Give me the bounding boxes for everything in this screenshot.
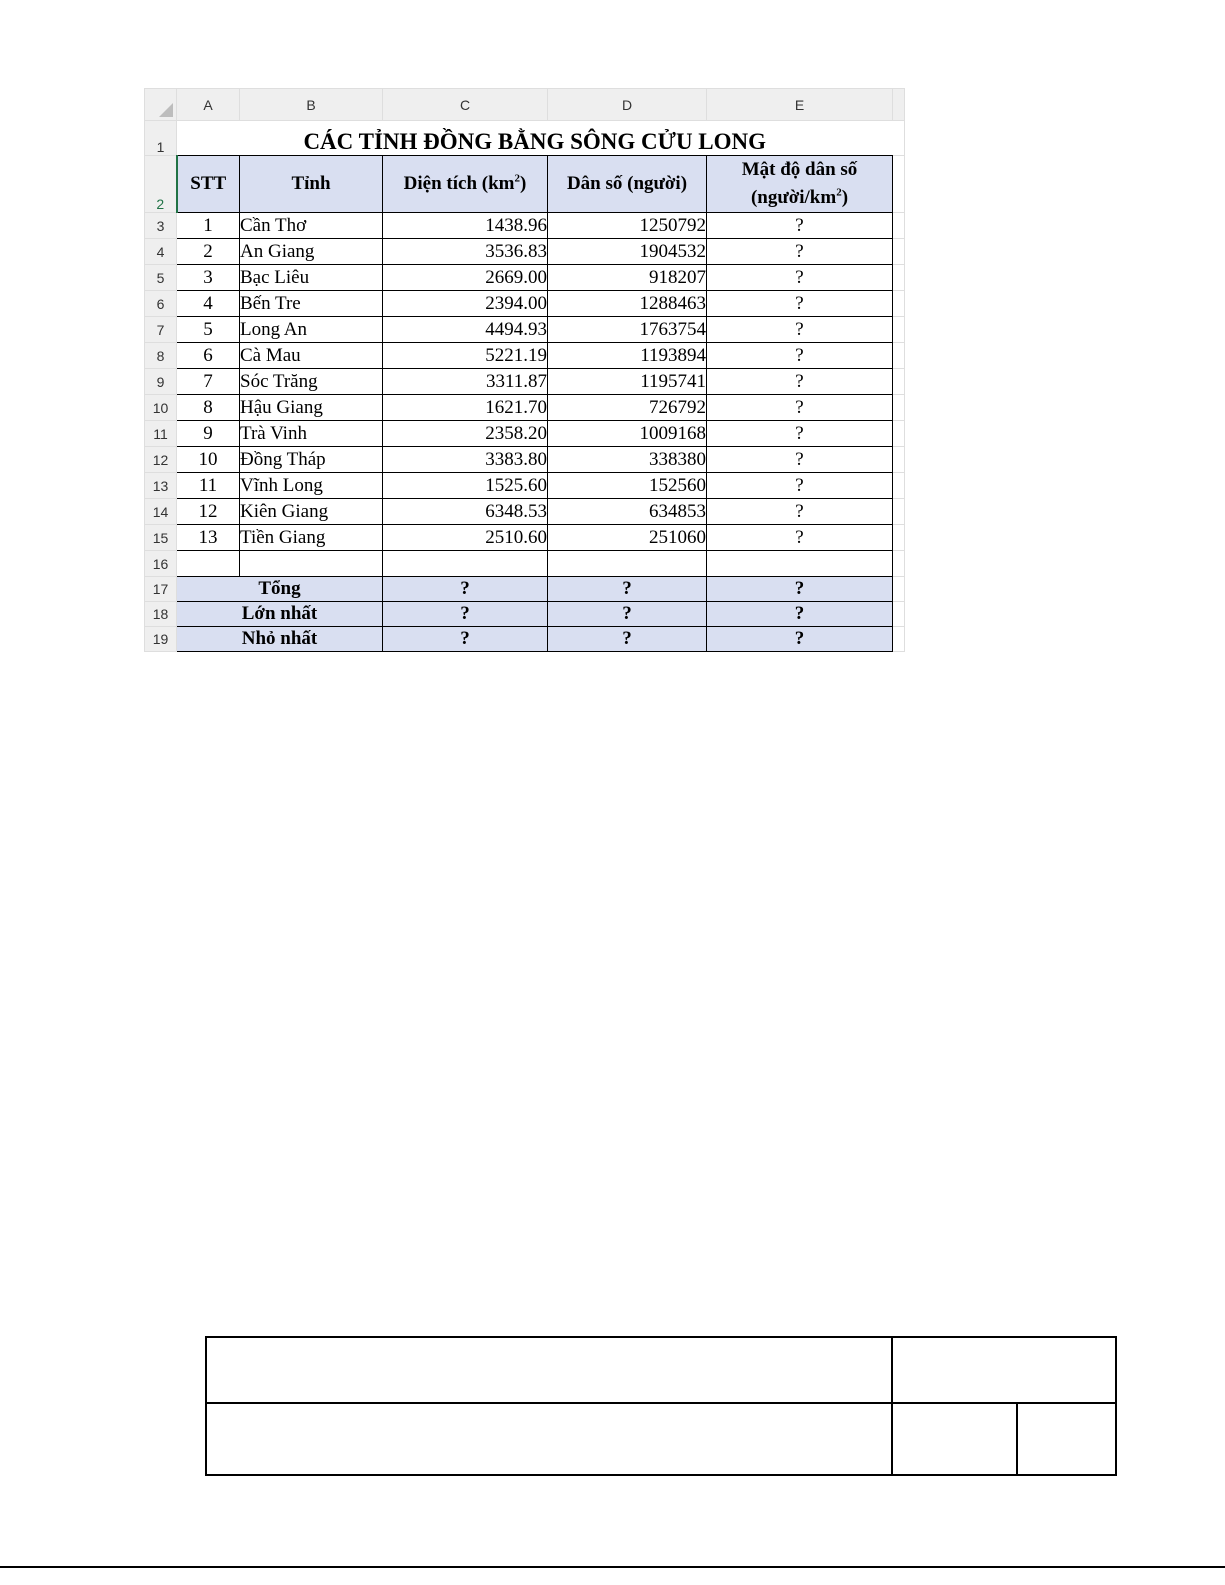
cell-dan-so[interactable]: 726792 <box>548 395 707 421</box>
header-dien-tich-sup: 2 <box>514 172 520 185</box>
cell-dan-so[interactable]: 918207 <box>548 265 707 291</box>
cell-tinh[interactable]: Bạc Liêu <box>240 265 383 291</box>
row-header[interactable]: 12 <box>145 447 177 473</box>
row-header-1[interactable]: 1 <box>145 121 177 156</box>
cell-mat-do[interactable]: ? <box>707 239 893 265</box>
cell-tinh[interactable]: Sóc Trăng <box>240 369 383 395</box>
cell-tinh[interactable]: Tiền Giang <box>240 525 383 551</box>
blank-cell[interactable] <box>893 525 905 551</box>
row-header[interactable]: 17 <box>145 577 177 602</box>
header-dan-so[interactable]: Dân số (người) <box>548 156 707 213</box>
header-mat-do[interactable] <box>707 156 893 213</box>
table-row <box>145 525 905 551</box>
cell-stt[interactable]: 2 <box>177 239 240 265</box>
table-row <box>145 447 905 473</box>
header-stt[interactable]: STT <box>177 156 240 213</box>
cell-dien-tich[interactable]: 1438.96 <box>383 213 548 239</box>
summary-label[interactable]: Lớn nhất <box>177 602 383 627</box>
header-mat-do-sup: 2 <box>836 186 842 199</box>
cell-tinh[interactable]: Cà Mau <box>240 343 383 369</box>
cell-tinh[interactable]: Đồng Tháp <box>240 447 383 473</box>
cell-dien-tich[interactable]: 1621.70 <box>383 395 548 421</box>
row-header[interactable]: 19 <box>145 627 177 652</box>
cell-dien-tich[interactable]: 3536.83 <box>383 239 548 265</box>
summary-row <box>145 577 905 602</box>
cell-mat-do[interactable]: ? <box>707 343 893 369</box>
cell-dien-tich[interactable]: 6348.53 <box>383 499 548 525</box>
cell-mat-do[interactable]: ? <box>707 447 893 473</box>
grading-box <box>205 1336 1117 1476</box>
cell-mat-do[interactable]: ? <box>707 213 893 239</box>
cell-dan-so[interactable]: 1195741 <box>548 369 707 395</box>
column-header-b[interactable]: B <box>240 89 383 121</box>
blank-cell[interactable] <box>893 473 905 499</box>
cell-stt[interactable]: 7 <box>177 369 240 395</box>
cell-dien-tich[interactable]: 2669.00 <box>383 265 548 291</box>
header-mat-do-line2: (người/km <box>750 187 837 208</box>
cell-dan-so[interactable]: 152560 <box>548 473 707 499</box>
summary-mat-do[interactable]: ? <box>707 577 893 602</box>
header-mat-do-line1: Mật độ dân số <box>741 159 858 180</box>
row-header[interactable]: 14 <box>145 499 177 525</box>
table-row <box>145 473 905 499</box>
cell-mat-do[interactable]: ? <box>707 265 893 291</box>
cell-mat-do[interactable]: ? <box>707 291 893 317</box>
cell-dien-tich[interactable]: 4494.93 <box>383 317 548 343</box>
table-row <box>145 213 905 239</box>
cell-tinh[interactable]: An Giang <box>240 239 383 265</box>
cell-mat-do[interactable]: ? <box>707 395 893 421</box>
cell-tinh[interactable]: Long An <box>240 317 383 343</box>
empty-cell[interactable] <box>240 551 383 577</box>
table-row <box>145 239 905 265</box>
cell-stt[interactable]: 13 <box>177 525 240 551</box>
column-header-f-partial[interactable] <box>893 89 905 121</box>
cell-stt[interactable]: 6 <box>177 343 240 369</box>
cell-dien-tich[interactable]: 5221.19 <box>383 343 548 369</box>
table-row <box>145 395 905 421</box>
summary-mat-do[interactable]: ? <box>707 627 893 652</box>
row-header[interactable]: 8 <box>145 343 177 369</box>
header-dien-tich-text: Diện tích (km <box>403 173 515 194</box>
summary-row <box>145 627 905 652</box>
header-tinh[interactable]: Tỉnh <box>240 156 383 213</box>
summary-row <box>145 602 905 627</box>
cell-dan-so[interactable]: 251060 <box>548 525 707 551</box>
summary-label[interactable]: Nhỏ nhất <box>177 627 383 652</box>
blank-cell[interactable] <box>893 121 905 156</box>
cell-dan-so[interactable]: 634853 <box>548 499 707 525</box>
row-header[interactable]: 18 <box>145 602 177 627</box>
cell-tinh[interactable]: Bến Tre <box>240 291 383 317</box>
cell-dien-tich[interactable]: 1525.60 <box>383 473 548 499</box>
grading-box-divider-horizontal <box>207 1402 1115 1404</box>
row-header[interactable]: 3 <box>145 213 177 239</box>
header-dien-tich[interactable] <box>383 156 548 213</box>
cell-mat-do[interactable]: ? <box>707 369 893 395</box>
table-row <box>145 265 905 291</box>
page-bottom-line <box>0 1566 1225 1568</box>
column-header-e[interactable]: E <box>707 89 893 121</box>
table-row <box>145 499 905 525</box>
cell-stt[interactable]: 11 <box>177 473 240 499</box>
empty-cell[interactable] <box>177 551 240 577</box>
blank-cell[interactable] <box>893 395 905 421</box>
empty-cell[interactable] <box>548 551 707 577</box>
summary-dan-so[interactable]: ? <box>548 602 707 627</box>
cell-dan-so[interactable]: 1288463 <box>548 291 707 317</box>
blank-cell[interactable] <box>893 551 905 577</box>
header-dien-tich-end: ) <box>520 173 527 194</box>
summary-label[interactable]: Tổng <box>177 577 383 602</box>
row-header[interactable]: 6 <box>145 291 177 317</box>
cell-tinh[interactable]: Cần Thơ <box>240 213 383 239</box>
cell-dan-so[interactable]: 1904532 <box>548 239 707 265</box>
table-row <box>145 421 905 447</box>
cell-stt[interactable]: 8 <box>177 395 240 421</box>
blank-cell[interactable] <box>893 239 905 265</box>
blank-cell[interactable] <box>893 447 905 473</box>
blank-cell[interactable] <box>893 577 905 602</box>
blank-cell[interactable] <box>893 213 905 239</box>
empty-cell[interactable] <box>383 551 548 577</box>
table-row <box>145 369 905 395</box>
cell-tinh[interactable]: Hậu Giang <box>240 395 383 421</box>
cell-dan-so[interactable]: 1250792 <box>548 213 707 239</box>
row-header-16[interactable]: 16 <box>145 551 177 577</box>
cell-stt[interactable]: 3 <box>177 265 240 291</box>
cell-stt[interactable]: 10 <box>177 447 240 473</box>
cell-stt[interactable]: 5 <box>177 317 240 343</box>
cell-dan-so[interactable]: 1193894 <box>548 343 707 369</box>
header-row <box>145 156 905 213</box>
column-header-c[interactable]: C <box>383 89 548 121</box>
cell-dan-so[interactable]: 1763754 <box>548 317 707 343</box>
cell-tinh[interactable]: Vĩnh Long <box>240 473 383 499</box>
summary-dien-tich[interactable]: ? <box>383 577 548 602</box>
row-header[interactable]: 15 <box>145 525 177 551</box>
cell-dien-tich[interactable]: 2394.00 <box>383 291 548 317</box>
blank-cell[interactable] <box>893 343 905 369</box>
row-header[interactable]: 5 <box>145 265 177 291</box>
title-row <box>145 121 905 156</box>
blank-cell[interactable] <box>893 627 905 652</box>
row-header[interactable]: 10 <box>145 395 177 421</box>
cell-tinh[interactable]: Kiên Giang <box>240 499 383 525</box>
summary-dien-tich[interactable]: ? <box>383 627 548 652</box>
cell-dan-so[interactable]: 1009168 <box>548 421 707 447</box>
row-header-2[interactable]: 2 <box>145 156 177 213</box>
summary-dan-so[interactable]: ? <box>548 577 707 602</box>
blank-cell[interactable] <box>893 499 905 525</box>
sheet-title[interactable]: CÁC TỈNH ĐỒNG BẰNG SÔNG CỬU LONG <box>177 121 893 156</box>
blank-cell[interactable] <box>893 421 905 447</box>
column-header-row <box>145 89 905 121</box>
blank-cell[interactable] <box>893 602 905 627</box>
header-mat-do-end: ) <box>841 187 849 208</box>
cell-mat-do[interactable]: ? <box>707 317 893 343</box>
spreadsheet <box>144 88 905 652</box>
column-header-d[interactable]: D <box>548 89 707 121</box>
empty-row-16 <box>145 551 905 577</box>
cell-tinh[interactable]: Trà Vinh <box>240 421 383 447</box>
table-row <box>145 343 905 369</box>
row-header[interactable]: 4 <box>145 239 177 265</box>
select-all-corner[interactable] <box>145 89 177 121</box>
cell-dan-so[interactable]: 338380 <box>548 447 707 473</box>
blank-cell[interactable] <box>893 265 905 291</box>
cell-dien-tich[interactable]: 2510.60 <box>383 525 548 551</box>
summary-dien-tich[interactable]: ? <box>383 602 548 627</box>
cell-stt[interactable]: 12 <box>177 499 240 525</box>
row-header[interactable]: 11 <box>145 421 177 447</box>
cell-stt[interactable]: 1 <box>177 213 240 239</box>
blank-cell[interactable] <box>893 291 905 317</box>
table-row <box>145 291 905 317</box>
row-header[interactable]: 7 <box>145 317 177 343</box>
cell-mat-do[interactable]: ? <box>707 421 893 447</box>
grading-box-divider-vertical <box>891 1338 893 1474</box>
summary-dan-so[interactable]: ? <box>548 627 707 652</box>
grading-box-divider-vertical-lower <box>1016 1402 1018 1474</box>
cell-stt[interactable]: 4 <box>177 291 240 317</box>
cell-stt[interactable]: 9 <box>177 421 240 447</box>
cell-dien-tich[interactable]: 3383.80 <box>383 447 548 473</box>
summary-mat-do[interactable]: ? <box>707 602 893 627</box>
column-header-a[interactable]: A <box>177 89 240 121</box>
table-row <box>145 317 905 343</box>
empty-cell[interactable] <box>707 551 893 577</box>
blank-cell[interactable] <box>893 156 905 213</box>
cell-dien-tich[interactable]: 2358.20 <box>383 421 548 447</box>
blank-cell[interactable] <box>893 369 905 395</box>
row-header[interactable]: 9 <box>145 369 177 395</box>
cell-dien-tich[interactable]: 3311.87 <box>383 369 548 395</box>
cell-mat-do[interactable]: ? <box>707 473 893 499</box>
cell-mat-do[interactable]: ? <box>707 499 893 525</box>
row-header[interactable]: 13 <box>145 473 177 499</box>
cell-mat-do[interactable]: ? <box>707 525 893 551</box>
blank-cell[interactable] <box>893 317 905 343</box>
